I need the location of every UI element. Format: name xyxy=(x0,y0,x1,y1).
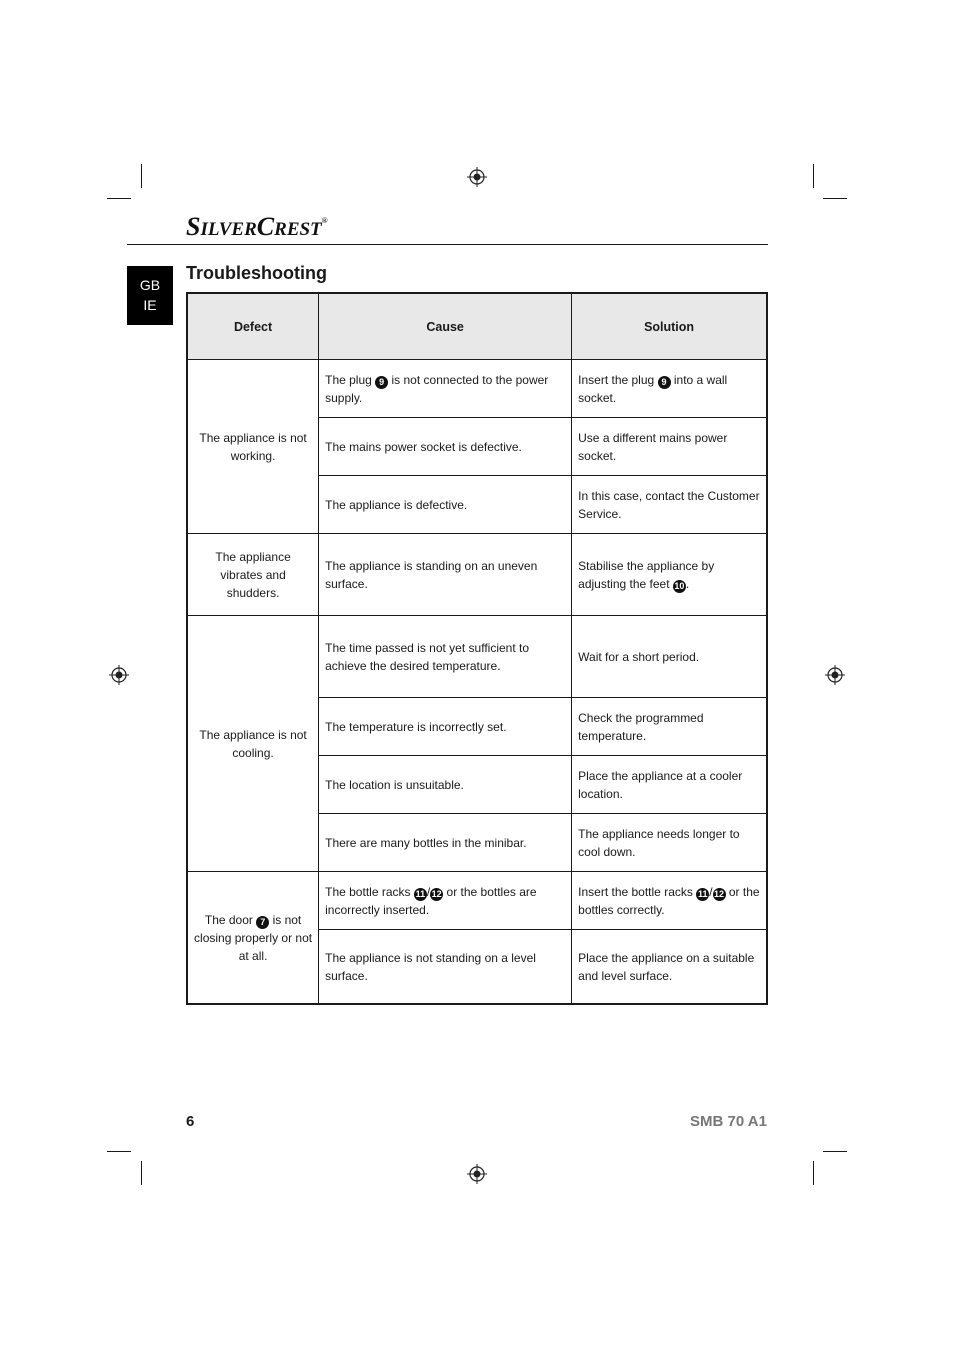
crop-mark xyxy=(107,198,131,199)
language-code: GB xyxy=(139,277,161,293)
crop-mark xyxy=(141,164,142,188)
solution-cell: Wait for a short period. xyxy=(572,616,767,698)
solution-cell: In this case, contact the Customer Service. xyxy=(572,476,767,534)
header-cause: Cause xyxy=(319,293,572,360)
solution-cell: Stabilise the appliance by adjusting the feet 10 . xyxy=(572,534,767,616)
registration-mark-icon xyxy=(825,665,845,685)
registration-mark-icon xyxy=(467,167,487,187)
solution-cell: Check the programmed temperature. xyxy=(572,698,767,756)
reference-number-icon: 12 xyxy=(714,888,725,899)
reference-number-icon: 10 xyxy=(674,580,685,591)
table-header-row xyxy=(187,293,767,360)
defect-cell: The appliance vibrates and shudders. xyxy=(187,534,319,616)
crop-mark xyxy=(107,1151,131,1152)
defect-cell: The appliance is not cooling. xyxy=(187,616,319,872)
table-row xyxy=(187,872,767,930)
reference-number-icon: 9 xyxy=(658,376,671,389)
cause-cell: The appliance is standing on an uneven surface. xyxy=(319,534,572,616)
reference-number-icon: 9 xyxy=(375,376,388,389)
crop-mark xyxy=(813,164,814,188)
model-number: SMB 70 A1 xyxy=(690,1113,767,1130)
solution-cell: Insert the bottle racks 11 /12 or the bottles correctly. xyxy=(572,872,767,930)
table-row xyxy=(187,534,767,616)
crop-mark xyxy=(823,1151,847,1152)
crop-mark xyxy=(813,1161,814,1185)
solution-cell: Place the appliance on a suitable and level surface. xyxy=(572,930,767,1005)
defect-cell: The door 7 is not closing properly or not at all. xyxy=(187,872,319,1005)
reference-number-icon: 7 xyxy=(256,916,269,929)
reference-number-icon: 11 xyxy=(415,888,426,899)
solution-cell: The appliance needs longer to cool down. xyxy=(572,814,767,872)
cause-cell: The location is unsuitable. xyxy=(319,756,572,814)
table-row xyxy=(187,616,767,698)
solution-cell: Place the appliance at a cooler location. xyxy=(572,756,767,814)
solution-cell: Insert the plug 9 into a wall socket. xyxy=(572,360,767,418)
language-tab xyxy=(127,266,173,325)
cause-cell: There are many bottles in the minibar. xyxy=(319,814,572,872)
language-code: IE xyxy=(143,297,157,313)
cause-cell: The appliance is defective. xyxy=(319,476,572,534)
header-defect: Defect xyxy=(187,293,319,360)
cause-cell: The bottle racks 11 /12 or the bottles are incorrectly inserted. xyxy=(319,872,572,930)
cause-cell: The mains power socket is defective. xyxy=(319,418,572,476)
section-title: Troubleshooting xyxy=(186,263,327,283)
brand-logo: SILVERCREST® xyxy=(186,212,328,241)
cause-cell: The plug 9 is not connected to the power supply. xyxy=(319,360,572,418)
crop-mark xyxy=(141,1161,142,1185)
header-rule xyxy=(127,244,768,245)
registration-mark-icon xyxy=(467,1164,487,1184)
troubleshooting-table xyxy=(186,292,768,1005)
table-row xyxy=(187,360,767,418)
cause-cell: The appliance is not standing on a level surface. xyxy=(319,930,572,1005)
defect-cell: The appliance is not working. xyxy=(187,360,319,534)
reference-number-icon: 12 xyxy=(431,888,442,899)
reference-number-icon: 11 xyxy=(697,888,708,899)
cause-cell: The temperature is incorrectly set. xyxy=(319,698,572,756)
header-solution: Solution xyxy=(572,293,767,360)
crop-mark xyxy=(823,198,847,199)
cause-cell: The time passed is not yet sufficient to achieve the desired temperature. xyxy=(319,616,572,698)
solution-cell: Use a different mains power socket. xyxy=(572,418,767,476)
page-number: 6 xyxy=(186,1113,195,1130)
registration-mark-icon xyxy=(109,665,129,685)
